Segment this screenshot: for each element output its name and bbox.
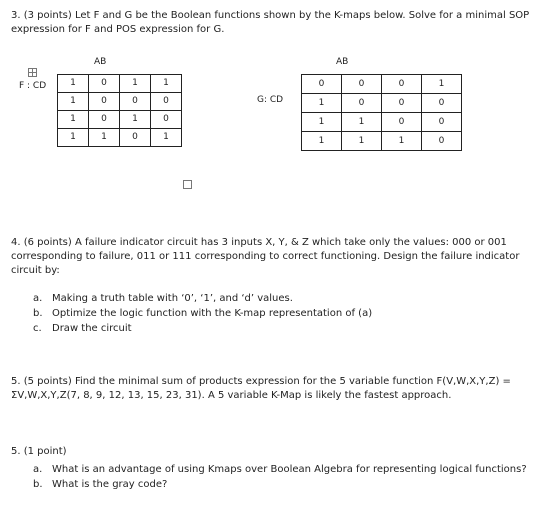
kmap-f-cell: 1: [120, 111, 151, 129]
q5b-title: 5. (1 point): [11, 446, 67, 457]
q3-line-1: 3. (3 points) Let F and G be the Boolean functions shown by the K-maps below. Solve for a minimal SOP: [11, 10, 530, 21]
q3-line-2: expression for F and POS expression for G.: [11, 24, 225, 35]
q4-item-text: Draw the circuit: [52, 323, 132, 334]
kmap-f-row: [58, 111, 182, 129]
kmap-g-cell: 0: [382, 75, 422, 94]
kmap-f-cell: 1: [120, 75, 151, 93]
kmap-g-cell: 1: [302, 94, 342, 113]
move-handle-icon[interactable]: [28, 68, 37, 77]
kmap-g-cell: 0: [382, 94, 422, 113]
kmap-g: [301, 74, 462, 151]
kmap-f-label: F : CD: [19, 81, 47, 91]
kmap-g-cell: 1: [302, 113, 342, 132]
kmap-f-cell: 1: [89, 129, 120, 147]
kmap-g-cell: 0: [422, 113, 462, 132]
kmap-g-label: G: CD: [257, 95, 284, 105]
kmap-f-row: [58, 93, 182, 111]
q4-item-marker: b.: [33, 308, 43, 319]
kmap-g-cell: 1: [342, 113, 382, 132]
kmap-f-cell: 0: [151, 111, 182, 129]
kmap-g-cell: 1: [302, 132, 342, 151]
q5a-line-1: 5. (5 points) Find the minimal sum of products expression for the 5 variable function F(V,W,X,Y,Z) =: [11, 376, 511, 387]
kmap-f-cell: 0: [89, 75, 120, 93]
kmap-f-cell: 1: [58, 111, 89, 129]
kmap-f-cell: 1: [58, 93, 89, 111]
q5b-item-text: What is the gray code?: [52, 479, 168, 490]
q5b-item-marker: b.: [33, 479, 43, 490]
kmap-f-cell: 1: [58, 129, 89, 147]
kmap-f-cell: 0: [120, 129, 151, 147]
kmap-f-cell: 1: [151, 129, 182, 147]
kmap-g-cell: 1: [382, 132, 422, 151]
q4-line-1: 4. (6 points) A failure indicator circuit has 3 inputs X, Y, & Z which take only the values: 000 or 001: [11, 237, 507, 248]
kmap-f-cell: 0: [120, 93, 151, 111]
kmap-g-header: AB: [336, 57, 349, 67]
kmap-g-row: [302, 75, 462, 94]
kmap-g-cell: 0: [342, 94, 382, 113]
q5a-line-2: ΣV,W,X,Y,Z(7, 8, 9, 12, 13, 15, 23, 31). A 5 variable K-Map is likely the fastest approach.: [11, 390, 452, 401]
kmap-g-cell: 0: [422, 132, 462, 151]
kmap-g-cell: 0: [382, 113, 422, 132]
q5b-item-marker: a.: [33, 464, 43, 475]
kmap-g-row: [302, 113, 462, 132]
kmap-g-cell: 0: [342, 75, 382, 94]
kmap-f-cell: 0: [89, 93, 120, 111]
q4-item-text: Optimize the logic function with the K-map representation of (a): [52, 308, 373, 319]
q4-item-text: Making a truth table with ‘0’, ‘1’, and ‘d’ values.: [52, 293, 293, 304]
q4-line-2: corresponding to failure, 011 or 111 corresponding to correct functioning. Design the failure indicator: [11, 251, 520, 262]
kmap-f-row: [58, 129, 182, 147]
kmap-g-cell: 0: [422, 94, 462, 113]
q4-item-marker: a.: [33, 293, 43, 304]
kmap-g-row: [302, 94, 462, 113]
kmap-f-cell: 1: [58, 75, 89, 93]
checkbox[interactable]: [183, 180, 192, 189]
kmap-g-cell: 1: [422, 75, 462, 94]
q4-line-3: circuit by:: [11, 265, 60, 276]
kmap-f-header: AB: [94, 57, 107, 67]
kmap-g-row: [302, 132, 462, 151]
kmap-f-cell: 0: [89, 111, 120, 129]
q4-item-marker: c.: [33, 323, 42, 334]
kmap-f: [57, 74, 182, 147]
q5b-item-text: What is an advantage of using Kmaps over Boolean Algebra for representing logical functions?: [52, 464, 527, 475]
kmap-f-cell: 0: [151, 93, 182, 111]
kmap-g-cell: 0: [302, 75, 342, 94]
kmap-f-cell: 1: [151, 75, 182, 93]
kmap-f-row: [58, 75, 182, 93]
kmap-g-cell: 1: [342, 132, 382, 151]
